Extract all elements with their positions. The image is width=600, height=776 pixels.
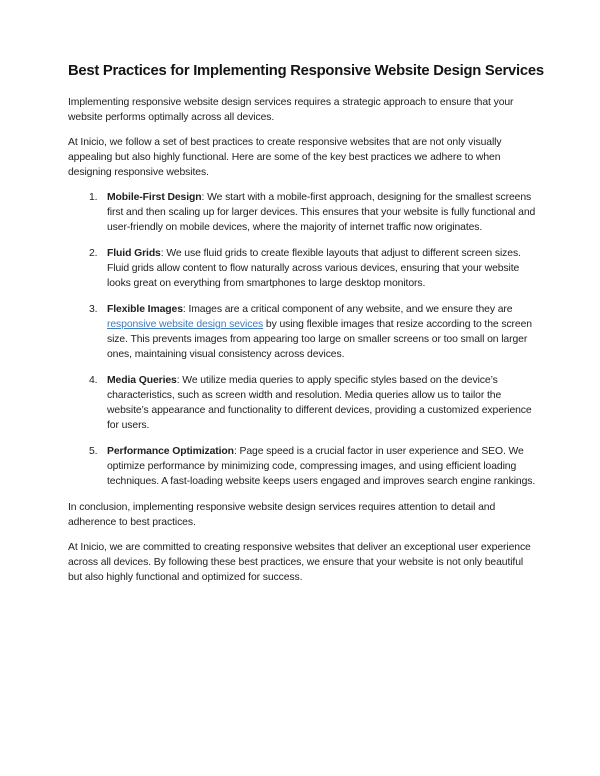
intro-paragraph-2: At Inicio, we follow a set of best practices to create responsive websites that are not only visually appealing but also highly functional. Here are some of the key best practices we adhere to when designing responsive websites.: [68, 137, 502, 178]
list-item-term: Media Queries: [107, 375, 177, 386]
list-item-term: Performance Optimization: [107, 446, 234, 457]
closing-paragraph-2: At Inicio, we are committed to creating responsive websites that deliver an exceptional user experience across all devices. By following these best practices, we ensure that your website is not only beautiful but also highly functional and optimized for success.: [68, 542, 531, 583]
closing-paragraph-1: In conclusion, implementing responsive website design services requires attention to detail and adherence to best practices.: [68, 502, 496, 528]
page-title: Best Practices for Implementing Responsive Website Design Services: [68, 63, 544, 79]
list-item-text: : We start with a mobile-first approach, designing for the smallest screens first and then scaling up for larger devices. This ensures that your website is fully functional and user-friendly on mobile devices, where the majority of internet traffic now originates.: [107, 192, 536, 233]
list-item-term: Flexible Images: [107, 304, 183, 315]
list-item-number: 5.: [89, 446, 98, 457]
list-item-number: 4.: [89, 375, 98, 386]
best-practices-list: [68, 190, 536, 489]
list-item-text: : Page speed is a crucial factor in user experience and SEO. We optimize performance by minimizing code, compressing images, and using efficient loading techniques. A fast-loading website keeps users engaged and improves search engine rankings.: [107, 446, 536, 487]
list-item-number: 1.: [89, 192, 98, 203]
intro-paragraph-1: Implementing responsive website design services requires a strategic approach to ensure that your website performs optimally across all devices.: [68, 97, 514, 123]
list-item-number: 2.: [89, 248, 98, 259]
list-item-text: by using flexible images that resize according to the screen size. This prevents images from appearing too large on smaller screens or too small on larger ones, maintaining visual consistency across devices.: [107, 319, 532, 360]
list-item-fluid-grids: [68, 246, 536, 291]
list-item-flexible-images: [68, 302, 536, 362]
list-item-number: 3.: [89, 304, 98, 315]
list-item-mobile-first: [68, 190, 536, 235]
list-item-text: : Images are a critical component of any website, and we ensure they are: [182, 304, 513, 315]
responsive-design-services-link[interactable]: responsive website design sevices: [107, 319, 264, 330]
list-item-text: : We use fluid grids to create flexible layouts that adjust to different screen sizes. Fluid grids allow content to flow naturally across various devices, ensuring that your website looks great on everything from smartphones to large desktop monitors.: [107, 248, 521, 289]
list-item-text: : We utilize media queries to apply specific styles based on the device’s characteristics, such as screen width and resolution. Media queries allow us to tailor the website’s appearance and functionality to different devices, providing a customized experience for users.: [107, 375, 532, 431]
list-item-term: Fluid Grids: [107, 248, 161, 259]
list-item-term: Mobile-First Design: [107, 192, 202, 203]
list-item-performance-optimization: [68, 444, 536, 489]
list-item-media-queries: [68, 373, 536, 433]
